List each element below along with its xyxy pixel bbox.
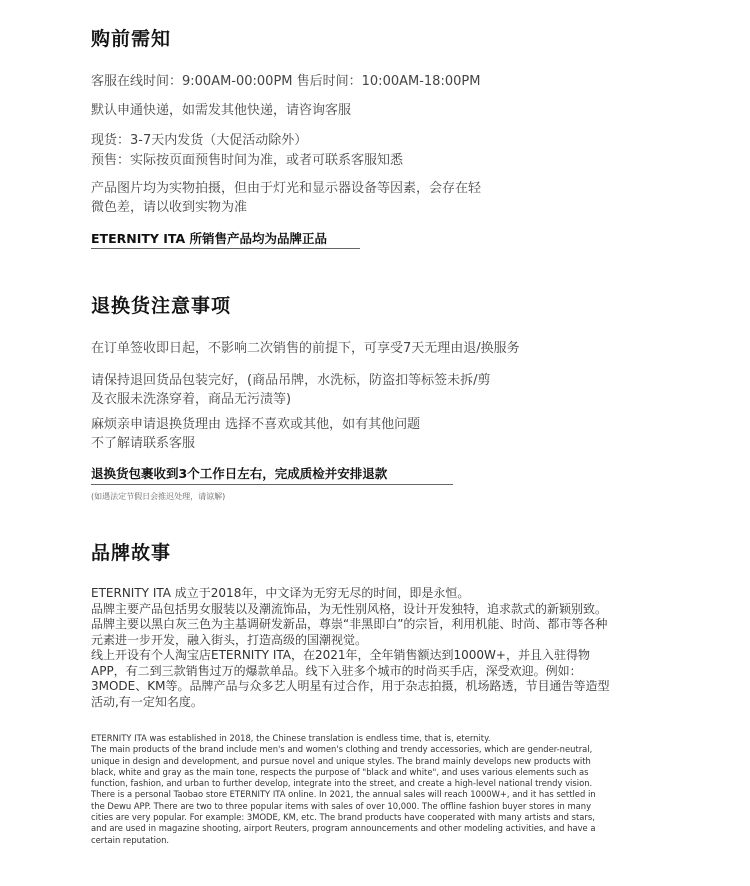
brand-story-en: [91, 733, 611, 846]
returns-title: 退换货注意事项: [91, 295, 232, 317]
story-en-paragraph: The main products of the brand include men's and women's clothing and trendy accessories, which are gender-neutral, unique in design and development, and pursue novel and unique styles. The brand mainly develops new products with black, white and gray as the main tone, respects the purpose of "black and white", and uses various elements such as function, fashion, and urban to further develop, integrate into the street, and create a high-level national trendy vision.: [91, 744, 593, 789]
holiday-note: (如遇法定节假日会推迟处理，请谅解): [91, 492, 226, 501]
story-cn-paragraph: 线上开设有个人淘宝店ETERNITY ITA，在2021年，全年销售额达到1000W+，并且入驻得物APP，有二到三款销售过万的爆款单品。线下入驻多个城市的时尚买手店，深受欢迎。例如：3MODE、KM等。品牌产品与众多艺人明星有过合作，用于杂志拍摄，机场路透，节目通告等造型活动,有一定知名度。: [91, 648, 610, 709]
packaging-note-line1: 请保持退回货品包装完好，(商品吊牌，水洗标，防盗扣等标签未拆/剪: [91, 373, 491, 388]
shipping-info: 默认申通快递，如需发其他快递，请咨询客服: [91, 103, 352, 118]
photo-note-line1: 产品图片均为实物拍摄，但由于灯光和显示器设备等因素，会存在轻: [91, 181, 482, 196]
stock-info: 现货：3-7天内发货（大促活动除外）: [91, 133, 308, 148]
genuine-statement: ETERNITY ITA 所销售产品均为品牌正品: [91, 231, 328, 246]
presale-info: 预售：实际按页面预售时间为准，或者可联系客服知悉: [91, 153, 404, 168]
purchase-notice-title: 购前需知: [91, 28, 172, 50]
return-reason-line1: 麻烦亲申请退换货理由 选择不喜欢或其他，如有其他问题: [91, 417, 421, 432]
story-cn-paragraph: 品牌主要产品包括男女服装以及潮流饰品，为无性别风格，设计开发独特，追求款式的新颖别致。品牌主要以黑白灰三色为主基调研发新品，尊崇“非黑即白”的宗旨，利用机能、时尚、都市等各种元素进一步开发，融入街头，打造高级的国潮视觉。: [91, 601, 608, 647]
story-en-paragraph: There is a personal Taobao store ETERNITY ITA online. In 2021, the annual sales will reach 1000W+, and it has settled in the Dewu APP. There are two to three popular items with sales of over 10,000. The offline fashion buyer stores in many cities are very popular. For example: 3MODE, KM, etc. The brand products have cooperated with many artists and stars, and are used in magazine shooting, airport Reuters, program announcements and other modeling activities, and have a certain reputation.: [91, 789, 596, 845]
photo-note-line2: 微色差，请以收到实物为准: [91, 200, 248, 215]
divider: [91, 248, 360, 249]
divider: [91, 484, 453, 485]
return-reason-line2: 不了解请联系客服: [91, 436, 196, 451]
brand-story-cn: [91, 586, 611, 710]
story-en-paragraph: ETERNITY ITA was established in 2018, the Chinese translation is endless time, that is, eternity.: [91, 733, 491, 743]
return-policy: 在订单签收即日起，不影响二次销售的前提下，可享受7天无理由退/换服务: [91, 341, 520, 356]
refund-timeline: 退换货包裹收到3个工作日左右，完成质检并安排退款: [91, 466, 388, 481]
brand-story-title: 品牌故事: [91, 542, 172, 564]
story-cn-paragraph: ETERNITY ITA 成立于2018年，中文译为无穷无尽的时间，即是永恒。: [91, 586, 470, 600]
packaging-note-line2: 及衣服未洗涤穿着，商品无污渍等): [91, 392, 292, 407]
service-hours: 客服在线时间：9:00AM-00:00PM 售后时间：10:00AM-18:00PM: [91, 74, 481, 89]
